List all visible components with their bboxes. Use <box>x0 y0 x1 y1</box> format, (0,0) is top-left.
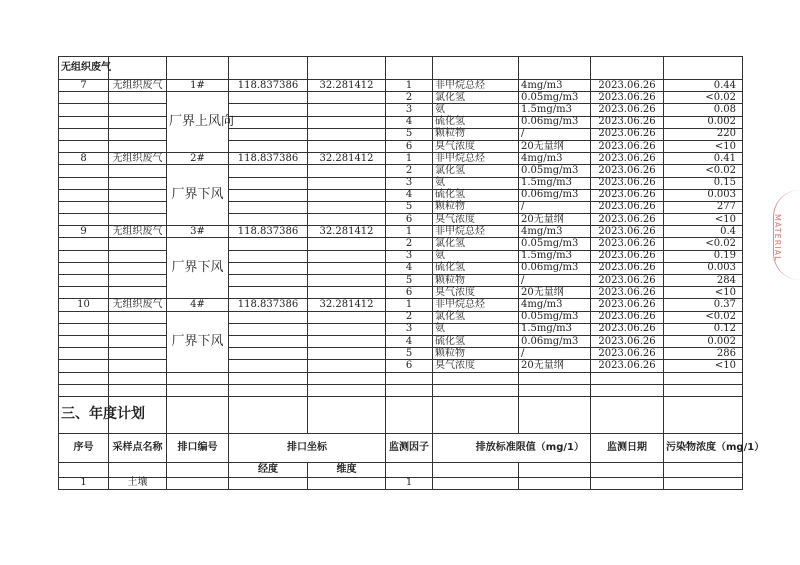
monitoring-date: 2023.06.26 <box>591 299 664 311</box>
monitoring-date: 2023.06.26 <box>591 262 664 274</box>
concentration-value: 286 <box>664 348 743 360</box>
monitoring-date: 2023.06.26 <box>591 360 664 372</box>
monitoring-factor: 臭气浓度 <box>433 287 519 299</box>
latitude: 32.281412 <box>308 299 386 311</box>
monitoring-factor: 颗粒物 <box>433 128 519 140</box>
factor-number: 3 <box>386 250 433 262</box>
table-row <box>59 165 743 177</box>
concentration-value: 0.003 <box>664 262 743 274</box>
factor-number: 2 <box>386 311 433 323</box>
emission-limit: 20无量纲 <box>519 140 591 152</box>
factor-number: 6 <box>386 360 433 372</box>
point-name: 无组织废气 <box>109 80 167 92</box>
col-header-outlet-coords: 排口坐标 <box>229 433 386 462</box>
emission-limit: 0.05mg/m3 <box>519 165 591 177</box>
emission-limit: 0.05mg/m3 <box>519 238 591 250</box>
monitoring-factor: 氯化氢 <box>433 165 519 177</box>
emission-limit: / <box>519 275 591 287</box>
table-row <box>59 238 743 250</box>
concentration-value: <10 <box>664 287 743 299</box>
section-3-subheader-row <box>59 462 743 477</box>
monitoring-date: 2023.06.26 <box>591 348 664 360</box>
monitoring-factor: 非甲烷总烃 <box>433 153 519 165</box>
col-header-factor: 监测因子 <box>386 433 433 462</box>
emission-limit: 1.5mg/m3 <box>519 250 591 262</box>
concentration-value: <10 <box>664 214 743 226</box>
emission-limit: 0.06mg/m3 <box>519 262 591 274</box>
emission-limit: / <box>519 348 591 360</box>
table-row <box>59 140 743 152</box>
continued-header: 无组织废气 <box>59 57 109 80</box>
monitoring-date: 2023.06.26 <box>591 323 664 335</box>
monitoring-factor: 硫化氢 <box>433 116 519 128</box>
emission-limit: 1.5mg/m3 <box>519 104 591 116</box>
point-number: 9 <box>59 226 109 238</box>
table-row <box>59 275 743 287</box>
factor-number: 5 <box>386 128 433 140</box>
emission-limit: 4mg/m3 <box>519 226 591 238</box>
concentration-value: <0.02 <box>664 92 743 104</box>
emission-limit: 20无量纲 <box>519 287 591 299</box>
table-row <box>59 262 743 274</box>
monitoring-factor: 氨 <box>433 323 519 335</box>
point-name: 无组织废气 <box>109 299 167 311</box>
monitoring-factor: 氯化氢 <box>433 92 519 104</box>
col-header-concentration: 污染物浓度（mg/1） <box>664 433 743 462</box>
monitoring-factor: 非甲烷总烃 <box>433 299 519 311</box>
monitoring-date: 2023.06.26 <box>591 226 664 238</box>
table-row <box>59 323 743 335</box>
factor-number: 6 <box>386 214 433 226</box>
red-seal-stamp: MATERIAL <box>773 190 800 280</box>
concentration-value: <10 <box>664 140 743 152</box>
emission-limit: / <box>519 128 591 140</box>
monitoring-factor: 氨 <box>433 104 519 116</box>
concentration-value: 0.44 <box>664 80 743 92</box>
factor-number: 4 <box>386 262 433 274</box>
monitoring-factor: 硫化氢 <box>433 335 519 347</box>
emission-limit: / <box>519 201 591 213</box>
latitude: 32.281412 <box>308 80 386 92</box>
monitoring-factor: 非甲烷总烃 <box>433 226 519 238</box>
table-row <box>59 92 743 104</box>
factor-number: 1 <box>386 153 433 165</box>
table-row <box>59 226 743 238</box>
continued-header-row <box>59 57 743 80</box>
concentration-value: 0.41 <box>664 153 743 165</box>
monitoring-date: 2023.06.26 <box>591 250 664 262</box>
table-row <box>59 177 743 189</box>
emission-limit: 4mg/m3 <box>519 299 591 311</box>
monitoring-factor: 氨 <box>433 250 519 262</box>
emission-limit: 4mg/m3 <box>519 153 591 165</box>
sample-name: 土壤 <box>109 477 167 489</box>
emission-limit: 20无量纲 <box>519 360 591 372</box>
table-row <box>59 287 743 299</box>
row-number: 1 <box>59 477 109 489</box>
concentration-value: 0.08 <box>664 104 743 116</box>
concentration-value: <0.02 <box>664 238 743 250</box>
emission-limit: 0.06mg/m3 <box>519 116 591 128</box>
point-name: 无组织废气 <box>109 226 167 238</box>
monitoring-date: 2023.06.26 <box>591 116 664 128</box>
sampling-location: 厂界下风 <box>167 311 229 372</box>
factor-number: 4 <box>386 335 433 347</box>
point-name: 无组织废气 <box>109 153 167 165</box>
blank-row <box>59 384 743 396</box>
monitoring-factor: 颗粒物 <box>433 348 519 360</box>
monitoring-factor: 氨 <box>433 177 519 189</box>
monitoring-date: 2023.06.26 <box>591 335 664 347</box>
point-number: 8 <box>59 153 109 165</box>
concentration-value: 0.15 <box>664 177 743 189</box>
monitoring-factor: 氯化氢 <box>433 238 519 250</box>
factor-number: 5 <box>386 275 433 287</box>
table-row <box>59 348 743 360</box>
monitoring-date: 2023.06.26 <box>591 214 664 226</box>
monitoring-factor: 臭气浓度 <box>433 360 519 372</box>
monitoring-date: 2023.06.26 <box>591 177 664 189</box>
concentration-value: <0.02 <box>664 311 743 323</box>
table-row <box>59 104 743 116</box>
table-row <box>59 335 743 347</box>
factor-number: 3 <box>386 323 433 335</box>
concentration-value: 0.4 <box>664 226 743 238</box>
monitoring-date: 2023.06.26 <box>591 287 664 299</box>
concentration-value: 0.003 <box>664 189 743 201</box>
point-number: 10 <box>59 299 109 311</box>
outlet-code: 2# <box>167 153 229 165</box>
col-header-no: 序号 <box>59 433 109 462</box>
factor-number: 4 <box>386 116 433 128</box>
concentration-value: 0.19 <box>664 250 743 262</box>
emission-limit: 0.06mg/m3 <box>519 335 591 347</box>
factor-number: 5 <box>386 348 433 360</box>
point-number: 7 <box>59 80 109 92</box>
sampling-location: 厂界下风 <box>167 165 229 226</box>
table-row <box>59 214 743 226</box>
factor-number: 1 <box>386 299 433 311</box>
factor-number: 2 <box>386 238 433 250</box>
table-row <box>59 250 743 262</box>
sampling-location: 厂界下风 <box>167 238 229 299</box>
sampling-location: 厂界上风向 <box>167 92 229 153</box>
monitoring-factor: 硫化氢 <box>433 262 519 274</box>
latitude: 32.281412 <box>308 226 386 238</box>
factor-number: 1 <box>386 226 433 238</box>
factor-number: 3 <box>386 177 433 189</box>
table-row <box>59 116 743 128</box>
table-row <box>59 189 743 201</box>
monitoring-date: 2023.06.26 <box>591 80 664 92</box>
col-header-limit: 排放标准限值（mg/1） <box>433 433 591 462</box>
section-3-title-row <box>59 396 743 433</box>
factor-number: 1 <box>386 477 433 489</box>
factor-number: 4 <box>386 189 433 201</box>
emission-limit: 0.06mg/m3 <box>519 189 591 201</box>
emission-limit: 4mg/m3 <box>519 80 591 92</box>
monitoring-date: 2023.06.26 <box>591 92 664 104</box>
monitoring-date: 2023.06.26 <box>591 153 664 165</box>
factor-number: 3 <box>386 104 433 116</box>
section-3-title: 三、年度计划 <box>59 396 109 433</box>
concentration-value: 0.37 <box>664 299 743 311</box>
emission-limit: 0.05mg/m3 <box>519 92 591 104</box>
monitoring-factor: 臭气浓度 <box>433 140 519 152</box>
monitoring-date: 2023.06.26 <box>591 189 664 201</box>
concentration-value: 0.12 <box>664 323 743 335</box>
outlet-code: 3# <box>167 226 229 238</box>
monitoring-table <box>58 56 765 490</box>
blank-row <box>59 372 743 384</box>
monitoring-date: 2023.06.26 <box>591 140 664 152</box>
monitoring-factor: 臭气浓度 <box>433 214 519 226</box>
monitoring-date: 2023.06.26 <box>591 165 664 177</box>
section-3-header-row <box>59 433 743 462</box>
outlet-code: 4# <box>167 299 229 311</box>
monitoring-date: 2023.06.26 <box>591 201 664 213</box>
concentration-value: <0.02 <box>664 165 743 177</box>
table-row <box>59 153 743 165</box>
concentration-value: <10 <box>664 360 743 372</box>
monitoring-factor: 氯化氢 <box>433 311 519 323</box>
concentration-value: 220 <box>664 128 743 140</box>
sub-header-longitude: 经度 <box>229 462 308 477</box>
emission-limit: 1.5mg/m3 <box>519 177 591 189</box>
table-row <box>59 311 743 323</box>
factor-number: 2 <box>386 92 433 104</box>
latitude: 32.281412 <box>308 153 386 165</box>
monitoring-factor: 颗粒物 <box>433 275 519 287</box>
concentration-value: 277 <box>664 201 743 213</box>
factor-number: 5 <box>386 201 433 213</box>
col-header-date: 监测日期 <box>591 433 664 462</box>
table-row <box>59 299 743 311</box>
monitoring-factor: 非甲烷总烃 <box>433 80 519 92</box>
monitoring-date: 2023.06.26 <box>591 311 664 323</box>
concentration-value: 284 <box>664 275 743 287</box>
factor-number: 2 <box>386 165 433 177</box>
monitoring-date: 2023.06.26 <box>591 275 664 287</box>
longitude: 118.837386 <box>229 80 308 92</box>
monitoring-factor: 颗粒物 <box>433 201 519 213</box>
col-header-sample-name: 采样点名称 <box>109 433 167 462</box>
table-row <box>59 477 743 489</box>
concentration-value: 0.002 <box>664 335 743 347</box>
table-row <box>59 201 743 213</box>
emission-limit: 1.5mg/m3 <box>519 323 591 335</box>
monitoring-date: 2023.06.26 <box>591 104 664 116</box>
table-row <box>59 360 743 372</box>
emission-limit: 0.05mg/m3 <box>519 311 591 323</box>
longitude: 118.837386 <box>229 153 308 165</box>
outlet-code: 1# <box>167 80 229 92</box>
factor-number: 6 <box>386 140 433 152</box>
table-row <box>59 80 743 92</box>
sub-header-latitude: 维度 <box>308 462 386 477</box>
monitoring-date: 2023.06.26 <box>591 128 664 140</box>
factor-number: 1 <box>386 80 433 92</box>
document-page <box>58 56 765 490</box>
factor-number: 6 <box>386 287 433 299</box>
table-row <box>59 128 743 140</box>
monitoring-date: 2023.06.26 <box>591 238 664 250</box>
monitoring-factor: 硫化氢 <box>433 189 519 201</box>
emission-limit: 20无量纲 <box>519 214 591 226</box>
longitude: 118.837386 <box>229 226 308 238</box>
col-header-outlet-code: 排口编号 <box>167 433 229 462</box>
concentration-value: 0.002 <box>664 116 743 128</box>
longitude: 118.837386 <box>229 299 308 311</box>
